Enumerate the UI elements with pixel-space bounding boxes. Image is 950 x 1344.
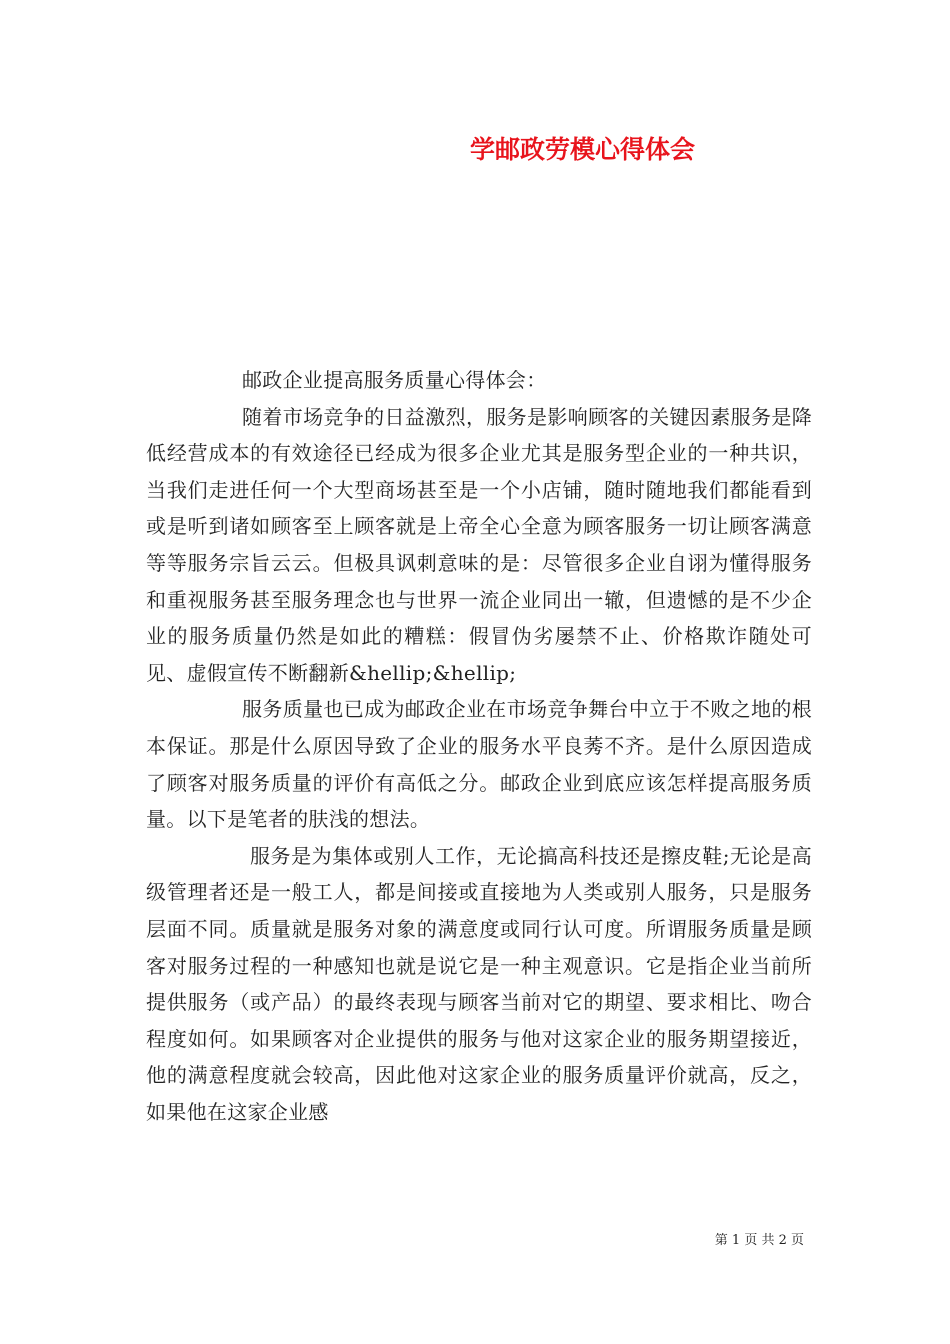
paragraph-1: 随着市场竞争的日益激烈，服务是影响顾客的关键因素服务是降低经营成本的有效途径已经成为很多企业尤其是服务型企业的一种共识，当我们走进任何一个大型商场甚至是一个小店铺，随时随地我们都能看到或是听到诸如顾客至上顾客就是上帝全心全意为顾客服务一切让顾客满意等等服务宗旨云云。但极具讽刺意味的是：尽管很多企业自诩为懂得服务和重视服务甚至服务理念也与世界一流企业同出一辙，但遗憾的是不少企业的服务质量仍然是如此的糟糕：假冒伪劣屡禁不止、价格欺诈随处可见、虚假宣传不断翻新&hellip;&hellip; bbox=[146, 404, 812, 685]
page-number: 第 1 页 共 2 页 bbox=[714, 1233, 804, 1248]
document-heading: 邮政企业提高服务质量心得体会： bbox=[242, 368, 547, 392]
paragraph-3: 服务是为集体或别人工作，无论搞高科技还是擦皮鞋;无论是高级管理者还是一般工人，都是间接或直接地为人类或别人服务，只是服务层面不同。质量就是服务对象的满意度或同行认可度。所谓服务质量是顾客对服务过程的一种感知也就是说它是一种主观意识。它是指企业当前所提供服务（或产品）的最终表现与顾客当前对它的期望、要求相比、吻合程度如何。如果顾客对企业提供的服务与他对这家企业的服务期望接近，他的满意程度就会较高，因此他对这家企业的服务质量评价就高，反之，如果他在这家企业感 bbox=[146, 843, 812, 1124]
document-title: 学邮政劳模心得体会 bbox=[470, 135, 696, 164]
paragraph-2: 服务质量也已成为邮政企业在市场竞争舞台中立于不败之地的根本保证。那是什么原因导致了企业的服务水平良莠不齐。是什么原因造成了顾客对服务质量的评价有高低之分。邮政企业到底应该怎样提高服务质量。以下是笔者的肤浅的想法。 bbox=[146, 697, 812, 832]
document-body bbox=[146, 362, 812, 1130]
